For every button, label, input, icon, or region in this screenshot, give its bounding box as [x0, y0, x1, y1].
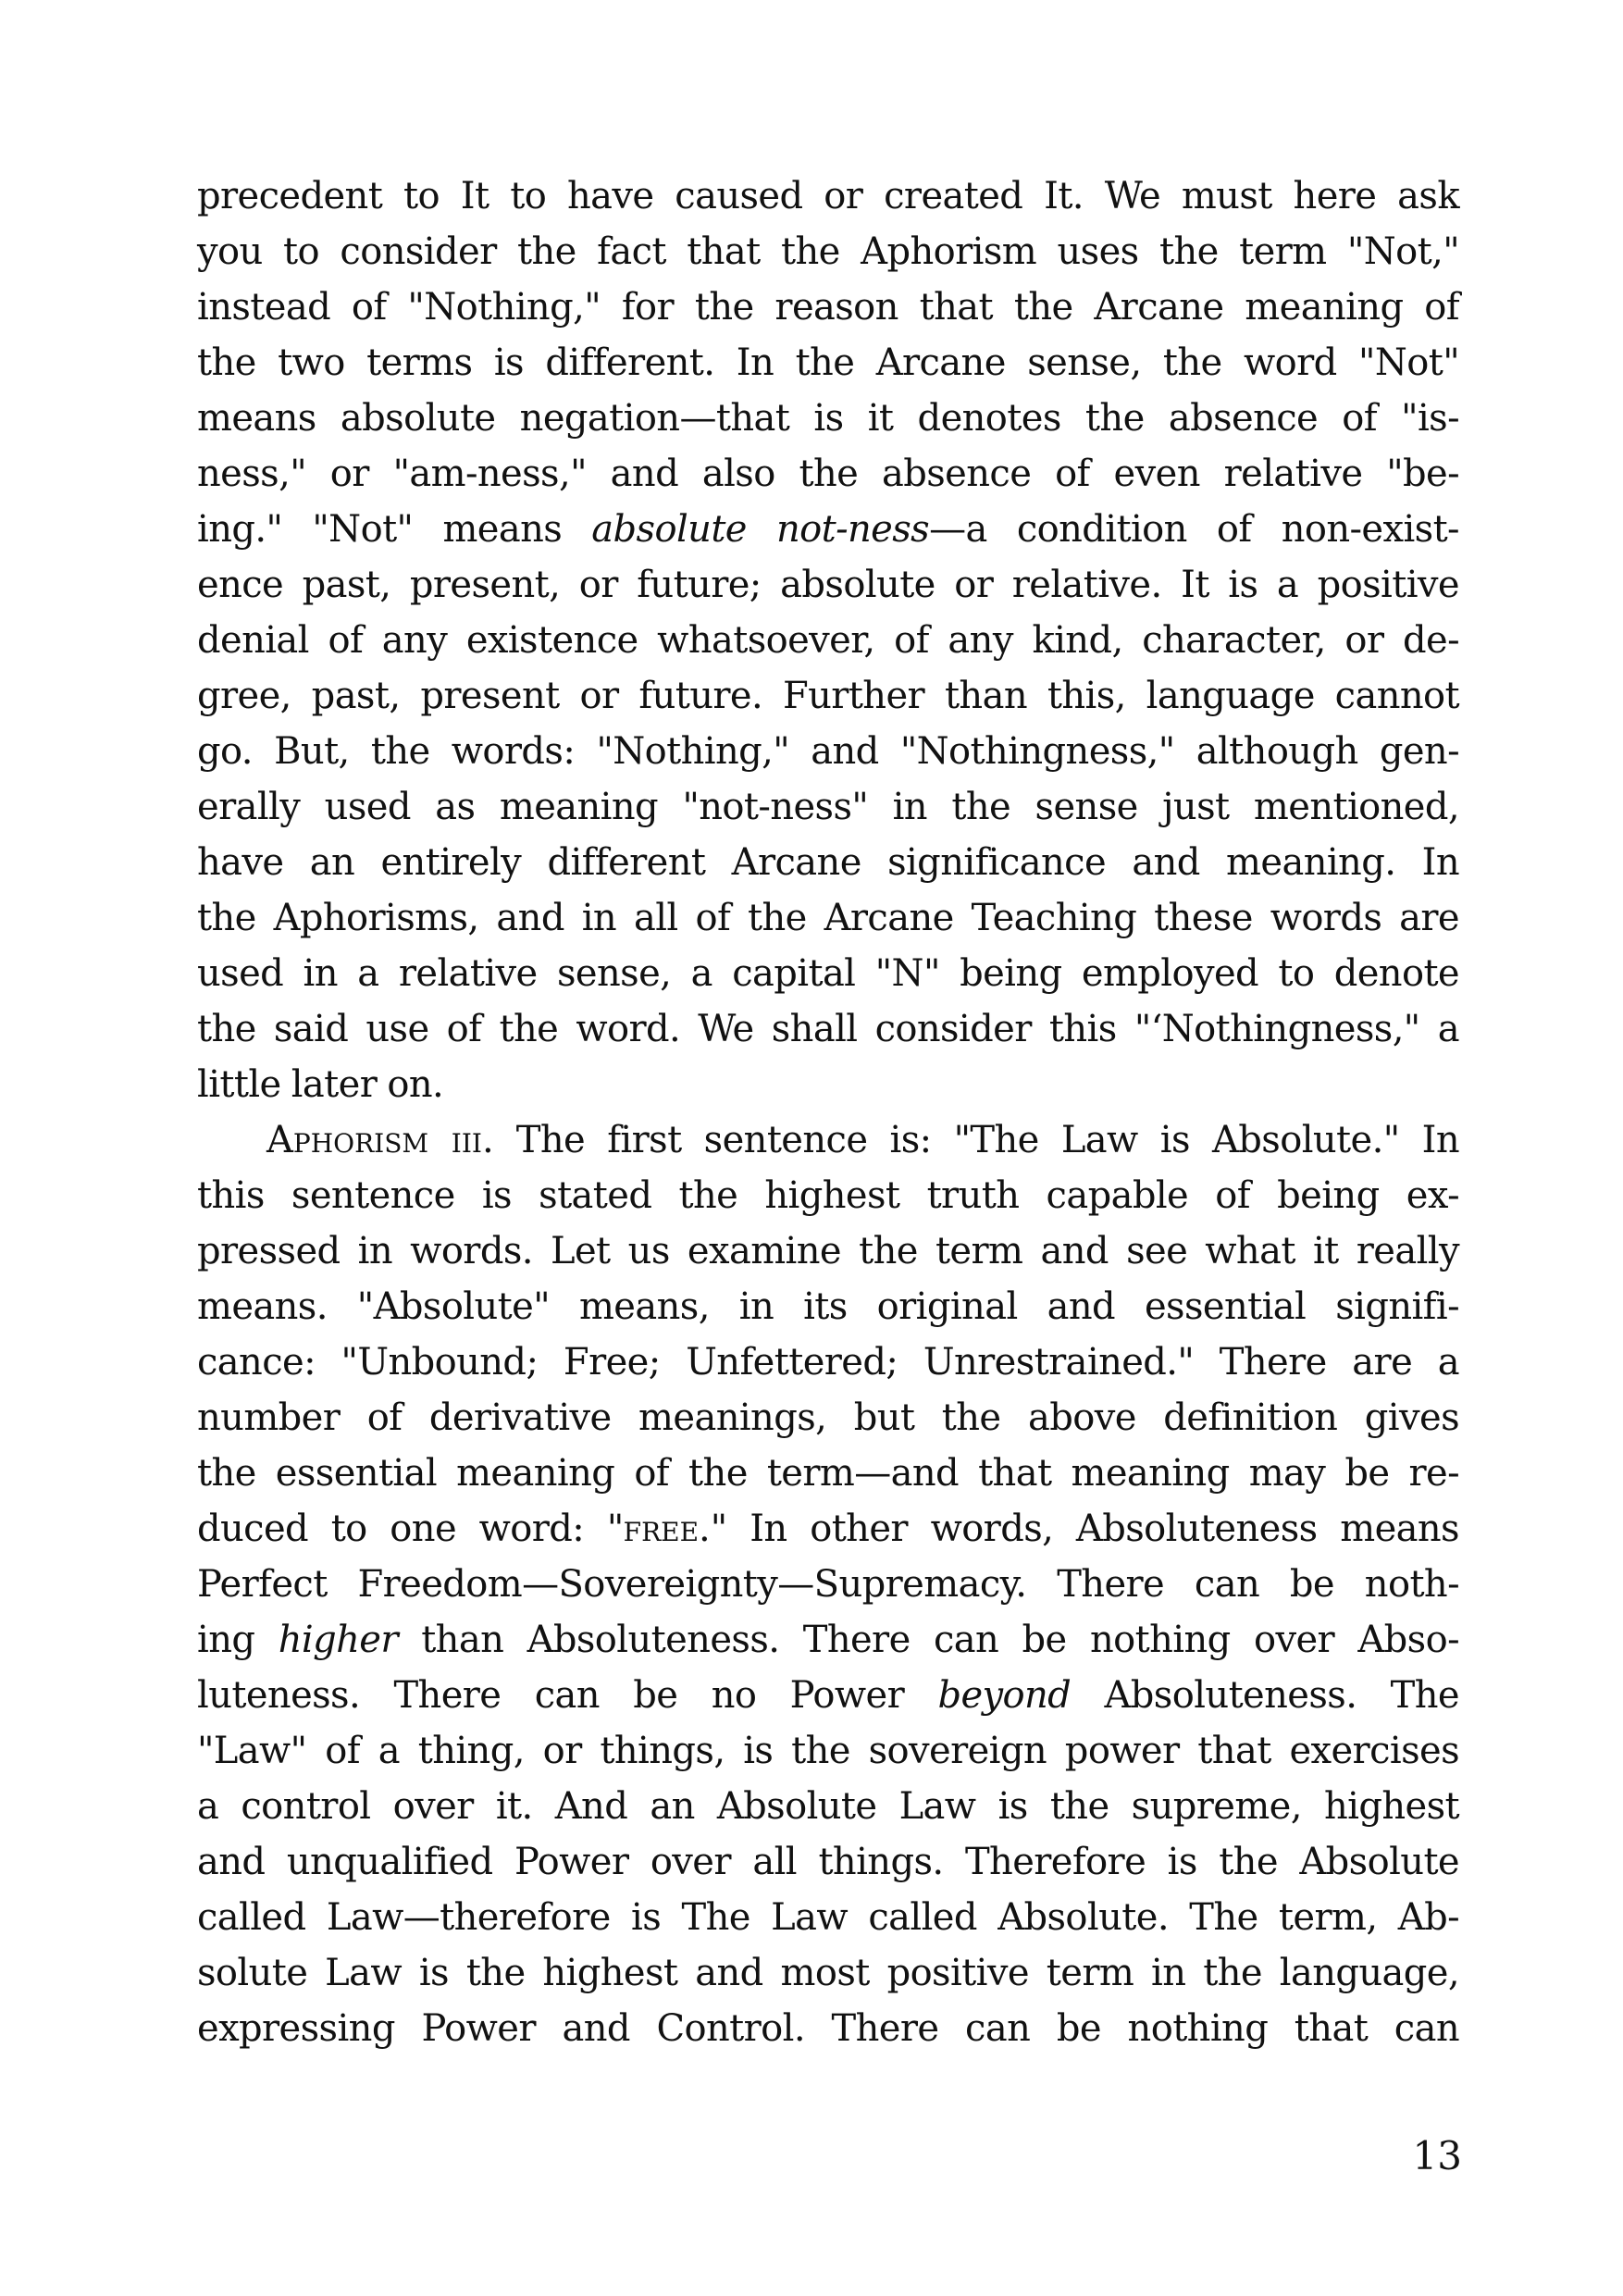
text-line	[197, 1390, 1459, 1446]
text-line	[197, 502, 1459, 557]
text-line	[197, 2001, 1459, 2056]
text-line	[197, 557, 1459, 613]
text-line	[197, 1890, 1459, 1945]
italic-text: beyond	[937, 1674, 1072, 1717]
italic-text: higher	[278, 1619, 398, 1661]
text-run: a control over it. And an Absolute Law is the supreme, highest	[197, 1785, 1459, 1828]
page-number: 13	[1412, 2133, 1462, 2178]
text-line	[197, 1501, 1459, 1557]
text-run: means. "Absolute" means, in its original and essential signifi-	[197, 1285, 1459, 1328]
text-run: Absoluteness. The	[1071, 1674, 1459, 1717]
text-run: " In other words, Absoluteness means	[710, 1508, 1459, 1550]
text-run: ing	[197, 1619, 279, 1661]
text-line	[197, 1779, 1459, 1834]
text-line	[197, 1834, 1459, 1890]
text-run: expressing Power and Control. There can be nothing that can	[197, 2007, 1459, 2050]
text-run: the two terms is different. In the Arcane sense, the word "Not"	[197, 341, 1459, 384]
text-line	[197, 1612, 1459, 1668]
text-line	[197, 1668, 1459, 1723]
italic-text: absolute not-ness	[591, 508, 930, 551]
text-line	[197, 890, 1459, 946]
text-line	[197, 1334, 1459, 1390]
text-run: Perfect Freedom—Sovereignty—Supremacy. There can be noth-	[197, 1563, 1459, 1606]
text-run: gree, past, present or future. Further than this, language cannot	[197, 675, 1459, 717]
text-line	[197, 668, 1459, 724]
text-line	[197, 1723, 1459, 1779]
text-line	[197, 446, 1459, 502]
paragraph	[197, 168, 1459, 1112]
text-line	[197, 391, 1459, 446]
text-run: used in a relative sense, a capital "N" being employed to denote	[197, 952, 1459, 995]
text-run: than Absoluteness. There can be nothing over Abso-	[397, 1619, 1459, 1661]
text-line	[197, 1557, 1459, 1612]
text-line	[197, 1168, 1459, 1223]
text-run: little later on.	[197, 1063, 444, 1106]
text-run: cance: "Unbound; Free; Unfettered; Unrestrained." There are a	[197, 1341, 1459, 1384]
text-run: number of derivative meanings, but the above definition gives	[197, 1396, 1459, 1439]
text-run: and unqualified Power over all things. Therefore is the Absolute	[197, 1841, 1459, 1883]
text-line	[197, 946, 1459, 1001]
text-run: called Law—therefore is The Law called Absolute. The term, Ab-	[197, 1896, 1459, 1939]
text-run: erally used as meaning "not-ness" in the sense just mentioned,	[197, 786, 1459, 828]
text-line	[197, 335, 1459, 391]
text-run: this sentence is stated the highest truth capable of being ex-	[197, 1174, 1459, 1217]
text-run: —a condition of non-exist-	[929, 508, 1459, 551]
text-line	[197, 1223, 1459, 1279]
text-line	[197, 835, 1459, 890]
text-line	[197, 1112, 1459, 1168]
text-run: "Law" of a thing, or things, is the sovereign power that exercises	[197, 1730, 1459, 1772]
text-run: the Aphorisms, and in all of the Arcane Teaching these words are	[197, 897, 1459, 939]
text-run: instead of "Nothing," for the reason that the Arcane meaning of	[197, 286, 1459, 329]
text-line	[197, 279, 1459, 335]
text-run: means absolute negation—that is it denotes the absence of "is-	[197, 397, 1459, 440]
text-run: luteness. There can be no Power	[197, 1674, 938, 1717]
text-line	[197, 1057, 1459, 1112]
text-run: The first sentence is: "The Law is Absolute." In	[493, 1119, 1459, 1161]
text-run: duced to one word: "	[197, 1508, 624, 1550]
text-line	[197, 724, 1459, 779]
text-run: go. But, the words: "Nothing," and "Nothingness," although gen-	[197, 730, 1459, 773]
text-run: pressed in words. Let us examine the term and see what it really	[197, 1230, 1459, 1272]
text-run: ence past, present, or future; absolute or relative. It is a positive	[197, 564, 1459, 606]
text-line	[197, 613, 1459, 668]
text-run: the said use of the word. We shall consider this "‘Nothingness," a	[197, 1008, 1459, 1050]
text-run: denial of any existence whatsoever, of any kind, character, or de-	[197, 619, 1459, 662]
text-run: ness," or "am-ness," and also the absence of even relative "be-	[197, 453, 1459, 495]
text-line	[197, 168, 1459, 224]
text-run: ing." "Not" means	[197, 508, 592, 551]
text-run: have an entirely different Arcane significance and meaning. In	[197, 841, 1459, 884]
paragraph	[197, 1112, 1459, 2056]
text-run: you to consider the fact that the Aphorism uses the term "Not,"	[197, 230, 1459, 273]
text-run: the essential meaning of the term—and that meaning may be re-	[197, 1452, 1459, 1495]
smallcaps-text: Aphorism iii.	[266, 1119, 494, 1161]
text-line	[197, 779, 1459, 835]
text-line	[197, 1446, 1459, 1501]
text-run: precedent to It to have caused or created It. We must here ask	[197, 175, 1459, 217]
text-line	[197, 1279, 1459, 1334]
body-text	[197, 168, 1459, 2056]
text-run: solute Law is the highest and most positive term in the language,	[197, 1952, 1459, 1994]
text-line	[197, 1945, 1459, 2001]
text-line	[197, 224, 1459, 279]
smallcaps-text: free.	[623, 1508, 711, 1550]
text-line	[197, 1001, 1459, 1057]
